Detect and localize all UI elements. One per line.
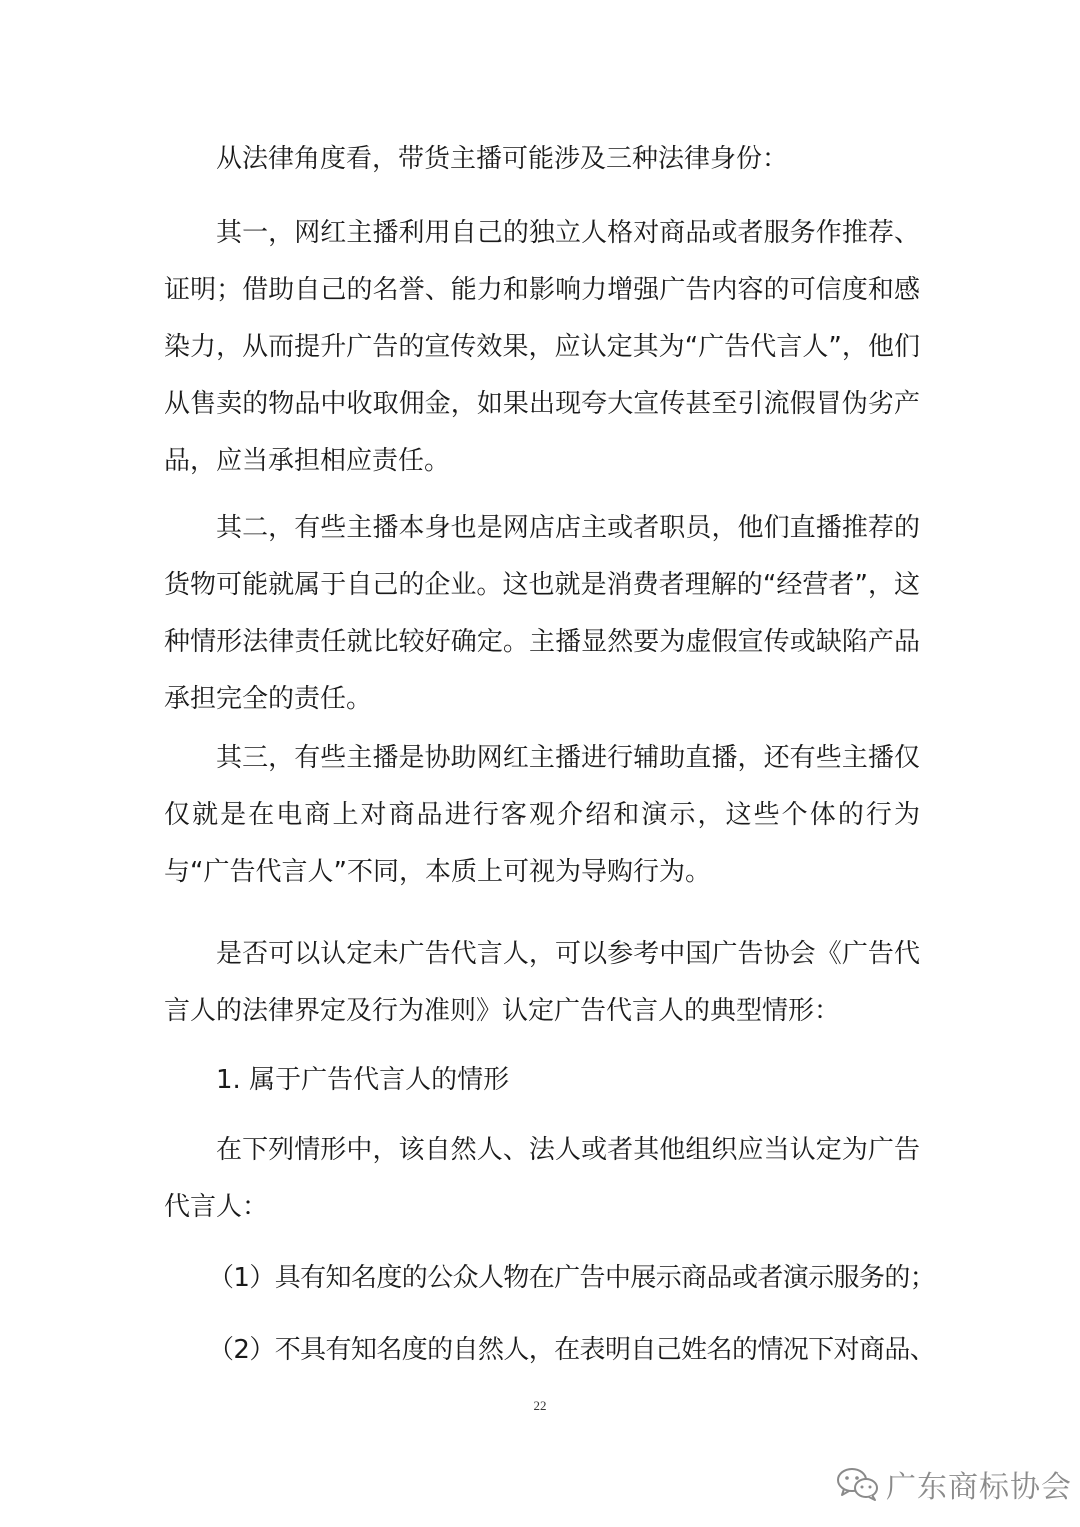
watermark-text: 广东商标协会 <box>886 1470 1072 1505</box>
list-item-1: （1）具有知名度的公众人物在广告中展示商品或者演示服务的； <box>208 1263 936 1293</box>
page-number: 22 <box>533 1398 547 1413</box>
paragraph-identity-one: 其一，网红主播利用自己的独立人格对商品或者服务作推荐、证明；借助自己的名誉、能力和影响力增强广告内容的可信度和感染力，从而提升广告的宣传效果，应认定其为“广告代言人”，他们从售卖的物品中收取佣金，如果出现夸大宣传甚至引流假冒伪劣产品，应当承担相应责任。 <box>164 218 920 476</box>
watermark <box>836 1464 1072 1504</box>
paragraph-criteria-intro: 是否可以认定未广告代言人，可以参考中国广告协会《广告代言人的法律界定及行为准则》认定广告代言人的典型情形： <box>164 939 920 1026</box>
section-heading: 1. 属于广告代言人的情形 <box>216 1065 510 1095</box>
paragraph-identity-two: 其二，有些主播本身也是网店店主或者职员，他们直播推荐的货物可能就属于自己的企业。这也就是消费者理解的“经营者”，这种情形法律责任就比较好确定。主播显然要为虚假宣传或缺陷产品承担完全的责任。 <box>164 513 920 714</box>
paragraph-identity-three: 其三，有些主播是协助网红主播进行辅助直播，还有些主播仅仅就是在电商上对商品进行客观介绍和演示，这些个体的行为与“广告代言人”不同，本质上可视为导购行为。 <box>164 743 920 887</box>
list-item-2: （2）不具有知名度的自然人，在表明自己姓名的情况下对商品、 <box>208 1335 936 1365</box>
wechat-icon <box>836 1466 880 1502</box>
paragraph-intro: 从法律角度看，带货主播可能涉及三种法律身份： <box>216 144 789 174</box>
paragraph-situations: 在下列情形中，该自然人、法人或者其他组织应当认定为广告代言人： <box>164 1135 920 1222</box>
